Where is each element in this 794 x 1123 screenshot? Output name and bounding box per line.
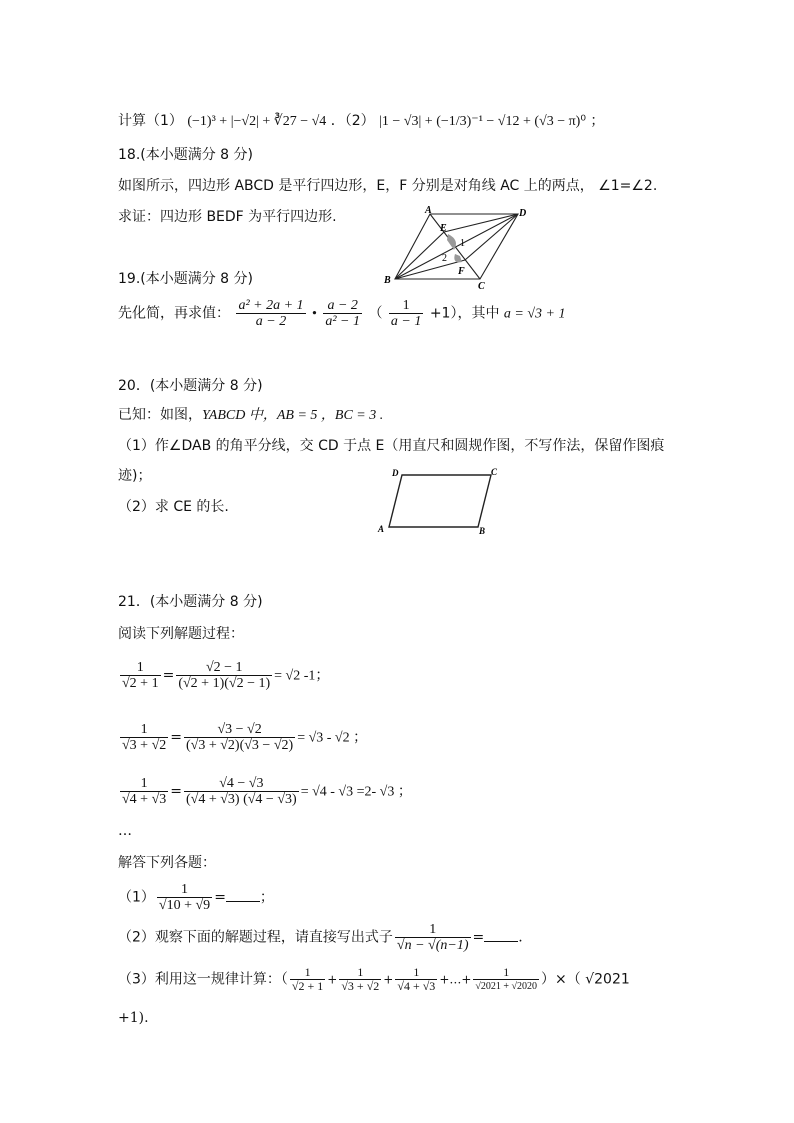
eq1-right: $\frac{√2 - 1}{(√2 + 1)(√2 - 1)}$: [178, 660, 271, 691]
fig18-label-2: 2: [442, 253, 447, 264]
part2-blank: [484, 929, 518, 942]
q19-condition: a = √3 + 1: [503, 306, 566, 322]
part3-lead: （3）利用这一规律计算：（: [118, 971, 288, 988]
q18-prove: 求证：四边形 BEDF 为平行四边形.: [118, 209, 337, 225]
q21-eq3: $\frac{1}{√4 + √3}$ = $\frac{√4 - √3}{(√4 + √3) (√4 - √3)}$ = √4 - √3 =2- √3 ；: [122, 776, 412, 807]
fig20-label-d: D: [392, 468, 399, 478]
q21-part2: （2）观察下面的解题过程，请直接写出式子 $\frac{1}{√n - √(n-1)}$ = .: [118, 922, 523, 953]
fig20-label-a: A: [378, 524, 385, 534]
fig18-label-a: A: [425, 205, 432, 216]
eq2-right: $\frac{√3 - √2}{(√3 + √2)(√3 - √2)}$: [186, 722, 294, 753]
part1-fraction: $\frac{1}{√10 + √9}$: [158, 882, 211, 913]
fig18-label-d: D: [519, 208, 527, 219]
q21-ellipsis: …: [118, 823, 132, 839]
q19-line: [118, 298, 566, 329]
q20-given: [118, 406, 383, 425]
q21-intro: 阅读下列解题过程：: [118, 626, 244, 642]
fig20-label-b: B: [479, 526, 486, 536]
q19-dot: •: [312, 306, 317, 322]
q21-part3: （3）利用这一规律计算：（ $\frac{1}{√2 + 1}$ + $\frac{1}{√3 + √2}$ + $\frac{1}{√4 + √3}$ +…+ $\frac{1}{√2021 + √2020}$ ）×（ √2021: [118, 965, 630, 993]
eq3-right: $\frac{√4 - √3}{(√4 + √3) (√4 - √3)}$: [186, 776, 297, 807]
part3-term-4: $\frac{1}{√2021 + √2020}$: [475, 965, 538, 992]
q19-open-paren: （: [368, 305, 383, 322]
q20-part1: （1）作∠DAB 的角平分线，交 CD 于点 E（用直尺和圆规作图，不写作法，保留作图痕: [118, 438, 665, 454]
q17-separator: ．（2）: [330, 113, 375, 129]
figure-parallelogram-abcd-2: [374, 466, 498, 538]
q17-expression-2: |1 − √3| + (−1/3)⁻¹ − √12 + (√3 − π)⁰: [379, 114, 586, 129]
q21-eq1: $\frac{1}{√2 + 1}$ = $\frac{√2 - 1}{(√2 + 1)(√2 - 1)}$ = √2 -1；: [122, 660, 330, 691]
q19-fraction-3: $\frac{1}{a - 1}$: [390, 298, 422, 329]
q19-plus-one: +1），其中: [429, 305, 500, 322]
q17-line: [118, 112, 604, 131]
q21-part1: （1） $\frac{1}{√10 + √9}$ = ；: [118, 882, 274, 913]
q19-header: 19.(本小题满分 8 分): [118, 271, 253, 287]
part3-tail: ）×（ √2021: [541, 971, 630, 988]
q20-given-values: YABCD 中，AB = 5 ，BC = 3 .: [202, 408, 384, 423]
q21-header: 21．(本小题满分 8 分): [118, 594, 263, 610]
fig18-label-f: F: [458, 266, 465, 277]
part2-lead: （2）观察下面的解题过程，请直接写出式子: [118, 929, 393, 946]
part1-lead: （1）: [118, 889, 155, 906]
fig18-label-c: C: [478, 281, 485, 292]
q20-header: 20．(本小题满分 8 分): [118, 378, 263, 394]
eq2-left: $\frac{1}{√3 + √2}$: [122, 722, 167, 753]
q21-part3-end: +1).: [118, 1010, 149, 1026]
fig18-label-e: E: [440, 223, 447, 234]
q21-eq2: $\frac{1}{√3 + √2}$ = $\frac{√3 - √2}{(√3 + √2)(√3 - √2)}$ = √3 - √2 ；: [122, 722, 368, 753]
part2-tail: .: [518, 929, 523, 946]
q17-end: ；: [590, 113, 605, 129]
q20-part2: （2）求 CE 的长.: [118, 499, 229, 515]
q21-answer: 解答下列各题：: [118, 855, 216, 871]
part3-term-3: $\frac{1}{√4 + √3}$: [397, 965, 436, 993]
q19-fraction-1: $\frac{\text{a² + 2a + 1}}{a - 2}$: [238, 298, 304, 329]
figure-parallelogram-abcd: [380, 204, 530, 296]
q20-given-lead: 已知：如图，: [118, 407, 202, 423]
part1-tail: ；: [259, 889, 274, 906]
q19-fraction-2: $\frac{a - 2}{\text{a² − 1}}$: [325, 298, 361, 329]
fig20-label-c: C: [491, 467, 498, 477]
q17-lead: 计算（1）: [118, 113, 183, 129]
fig18-label-1: 1: [460, 238, 465, 249]
part3-term-1: $\frac{1}{√2 + 1}$: [291, 965, 324, 993]
part2-fraction: $\frac{1}{√n - √(n-1)}$: [396, 922, 469, 953]
q17-expression-1: (−1)³ + |−√2| + ∛27 − √4: [187, 114, 327, 129]
q19-lead: 先化简，再求值：: [118, 305, 230, 322]
part1-blank: [226, 889, 260, 902]
eq2-result: = √3 - √2 ；: [297, 730, 368, 746]
eq1-left: $\frac{1}{√2 + 1}$: [122, 660, 159, 691]
eq3-left: $\frac{1}{√4 + √3}$: [122, 776, 167, 807]
q18-header: 18.(本小题满分 8 分): [118, 147, 253, 163]
part3-term-2: $\frac{1}{√3 + √2}$: [341, 965, 380, 993]
q18-statement: 如图所示，四边形 ABCD 是平行四边形，E，F 分别是对角线 AC 上的两点， ∠1=∠2.: [118, 178, 658, 194]
fig18-label-b: B: [384, 275, 391, 286]
eq1-result: = √2 -1；: [274, 668, 330, 684]
eq3-result: = √4 - √3 =2- √3 ；: [300, 784, 412, 800]
q20-part1-cont: 迹)；: [118, 468, 152, 484]
